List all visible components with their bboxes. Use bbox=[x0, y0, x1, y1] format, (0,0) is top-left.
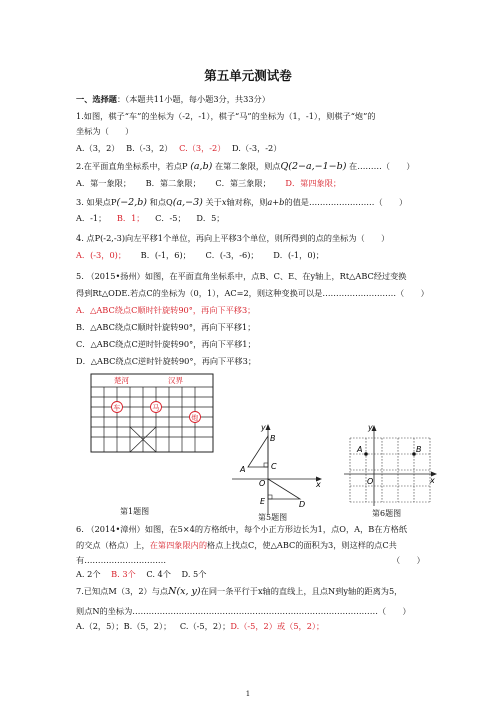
q2-option-c: C．第三象限； bbox=[215, 178, 271, 188]
q4-option-c: C．(-3，-6)； bbox=[205, 250, 259, 260]
section-note: ：（本题共11小题，每小题3分，共33分） bbox=[116, 94, 270, 104]
right-angle-e bbox=[268, 495, 272, 499]
q5-option-a: A．△ABC绕点C顺时针旋转90°，再向下平移3； bbox=[76, 305, 256, 315]
figure-6-grid bbox=[342, 422, 442, 508]
q6-line2-pre: 的交点（格点）上， bbox=[76, 540, 150, 550]
q6-options bbox=[76, 569, 206, 580]
right-angle-c bbox=[264, 463, 268, 467]
q4-stem: 4. 点P(-2,-3)向左平移1个单位，再向上平移3个单位，则所得到的点的坐标为（ ） bbox=[76, 233, 390, 243]
q3-stem-mid3: 轴对称，则 bbox=[226, 197, 268, 207]
q6-stem-line3: 有………………………… bbox=[76, 555, 167, 565]
q3-stem-mid2: 关于 bbox=[205, 197, 222, 207]
triangle-abc bbox=[248, 436, 268, 467]
q3-option-d: D．5； bbox=[196, 213, 225, 223]
q2-option-b: B．第二象限； bbox=[145, 178, 201, 188]
point-a bbox=[364, 452, 368, 456]
q4-option-d: D．(-1，0)； bbox=[273, 250, 324, 260]
q3-point-p: (−2,b) bbox=[116, 197, 148, 208]
q7-option-c: C.（-5，2）； bbox=[179, 621, 231, 631]
q7-option-d: D.（-5，2）或（5，2）； bbox=[230, 621, 325, 631]
q4-options bbox=[76, 250, 324, 261]
q3-stem-pre: 3. 如果点P bbox=[76, 197, 117, 207]
q1-option-b: B.（-3，2） bbox=[126, 143, 173, 153]
q2-stem-pre: 2.在平面直角坐标系中，若点P bbox=[76, 161, 188, 171]
q5-option-d: D．△ABC绕点C逆时针旋转90°，再向下平移3； bbox=[76, 356, 257, 366]
q3-x-var: x bbox=[221, 197, 227, 207]
q3-stem-post: 的值是……………………（ ） bbox=[284, 197, 408, 207]
q7-option-b: B.（5，2）； bbox=[123, 621, 172, 631]
q3-option-b: B．1； bbox=[116, 213, 145, 223]
page-title: 第五单元测试卷 bbox=[204, 68, 292, 83]
q7-stem-pre: 7.已知点M（3，2）与点 bbox=[76, 586, 169, 596]
q6-option-a: A. 2个 bbox=[76, 569, 101, 579]
q7-point-n: N(x, y) bbox=[168, 586, 201, 597]
q1-stem-line2: 坐标为（ ） bbox=[76, 126, 134, 136]
q6-stem-line1: 6. （2014•漳州）如图，在5×4的方格纸中，每个小正方形边长为1，点O，A，B在方格纸 bbox=[76, 524, 408, 534]
q7-stem-post: 在同一条平行于x轴的直线上，且点N到y轴的距离为5， bbox=[200, 586, 403, 596]
q6-stem-line2 bbox=[76, 540, 397, 551]
q5-stem-line1: 5. （2015•扬州）如图，在平面直角坐标系中，点B、C、E、在y轴上，Rt△ABC经过变换 bbox=[76, 271, 407, 281]
q3-stem-mid: 和点Q bbox=[149, 197, 173, 207]
fig6-y-label: y bbox=[368, 423, 373, 432]
q3-expression: a+b bbox=[267, 197, 285, 207]
triangle-ode bbox=[268, 479, 300, 499]
q2-options bbox=[76, 178, 341, 189]
fig6-point-a-label: A bbox=[357, 445, 363, 454]
q7-stem-line2: 则点N的坐标为………………………………………………………………………………（ ） bbox=[76, 606, 411, 616]
q1-option-a: A.（3，2） bbox=[76, 143, 120, 153]
q7-stem-line1 bbox=[76, 586, 402, 597]
q2-point-q: Q(2−a,−1−b) bbox=[280, 161, 347, 172]
q2-option-a: A．第一象限； bbox=[76, 178, 132, 188]
q2-stem-mid: 在第二象限，则点 bbox=[214, 161, 281, 171]
q2-point-p: (a,b) bbox=[190, 161, 213, 172]
piece-ju-label: 车 bbox=[113, 404, 121, 412]
q1-stem-line1: 1.如图，棋子“车”的坐标为（-2，-1），棋子“马”的坐标为（1，-1），则棋子“炮”的 bbox=[76, 111, 376, 121]
han-border-label: 汉界 bbox=[168, 376, 183, 385]
figure-1-chessboard bbox=[90, 373, 214, 453]
figure-5-caption: 第5题图 bbox=[258, 513, 288, 522]
section-label: 一、选择题 bbox=[76, 94, 117, 104]
piece-ma-label: 马 bbox=[152, 404, 160, 412]
q1-option-d: D.（-3，-2） bbox=[232, 143, 282, 153]
q7-options bbox=[76, 621, 324, 632]
q3-option-c: C．-5； bbox=[155, 213, 186, 223]
fig6-point-b-label: B bbox=[416, 445, 422, 454]
fig6-x-label: x bbox=[430, 476, 435, 485]
q3-stem bbox=[76, 197, 407, 208]
chu-river-label: 楚河 bbox=[114, 376, 129, 385]
fig6-origin-label: O bbox=[367, 477, 374, 486]
q6-option-b: B. 3个 bbox=[111, 569, 136, 579]
fig5-point-c: C bbox=[271, 462, 277, 471]
fig5-point-d: D bbox=[299, 500, 306, 509]
fig5-point-b: B bbox=[270, 434, 276, 443]
fig5-point-a: A bbox=[240, 465, 246, 474]
q2-stem bbox=[76, 161, 415, 172]
q3-point-q: (a,−3) bbox=[172, 197, 203, 208]
q5-stem-line2: 得到Rt△ODE.若点C的坐标为（0，1），AC=2，则这种变换可以是………………………（ ） bbox=[76, 288, 429, 298]
q1-options bbox=[76, 143, 281, 154]
section-heading bbox=[76, 94, 270, 105]
figure-1-caption: 第1题图 bbox=[120, 507, 150, 516]
page-number: 1 bbox=[245, 690, 251, 698]
q2-option-d: D．第四象限； bbox=[285, 178, 342, 188]
q6-answer-paren: （ ） bbox=[392, 555, 425, 565]
q1-option-c: C.（3，-2） bbox=[179, 143, 226, 153]
y-axis-arrow bbox=[266, 424, 271, 430]
figure-5-coordinate bbox=[232, 422, 328, 516]
q6-option-d: D. 5个 bbox=[181, 569, 207, 579]
fig5-x-label: x bbox=[316, 480, 321, 489]
q7-option-a: A.（2，5）； bbox=[76, 621, 124, 631]
q5-option-c: C．△ABC绕点C逆时针旋转90°，再向下平移1； bbox=[76, 339, 256, 349]
q5-option-b: B．△ABC绕点C顺时针旋转90°，再向下平移1； bbox=[76, 322, 256, 332]
q6-line2-highlight: 在第四象限内的 bbox=[149, 540, 208, 550]
fig5-point-o: O bbox=[259, 479, 266, 488]
q4-option-a: A．(-3，0)； bbox=[76, 250, 127, 260]
q3-options bbox=[76, 213, 224, 224]
fig5-y-label: y bbox=[261, 423, 266, 432]
fig5-point-e: E bbox=[260, 497, 266, 506]
q3-option-a: A．-1； bbox=[76, 213, 107, 223]
piece-pao-label: 炮 bbox=[191, 414, 199, 422]
q6-option-c: C. 4个 bbox=[146, 569, 171, 579]
figure-6-caption: 第6题图 bbox=[372, 509, 402, 518]
q4-option-b: B．(-1，6)； bbox=[140, 250, 191, 260]
q6-line2-post: 格点上找点C，使△ABC的面积为3，则这样的点C共 bbox=[207, 540, 397, 550]
q2-stem-post: 在………（ ） bbox=[349, 161, 415, 171]
